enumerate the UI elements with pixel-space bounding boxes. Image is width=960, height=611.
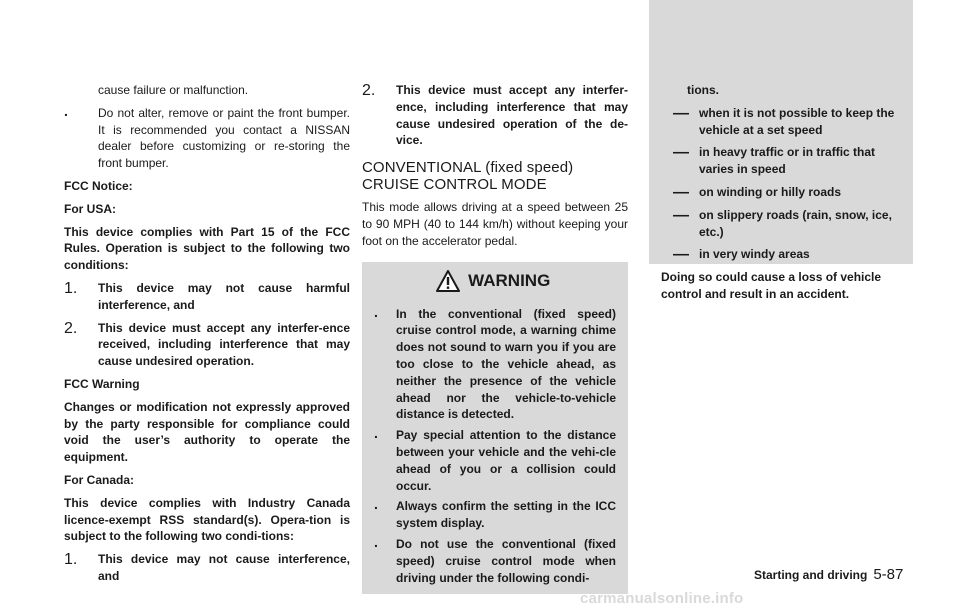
condition-text: in heavy traffic or in traffic that varies in speed (699, 145, 876, 177)
dash-mark: — (673, 183, 689, 201)
canada-item-2 (362, 82, 628, 149)
fcc-warning-text: Changes or modification not expressly approved by the party responsible for compliance could void the user’s authority to operate the equipment. (64, 399, 350, 465)
item-text: This device must accept any interfer-ence, including interference that may cause undesired operation of the de-vice. (396, 83, 628, 148)
warning-continued-box (649, 0, 913, 301)
condition-item (661, 246, 901, 263)
warning-box (362, 262, 628, 595)
dash-mark: — (673, 144, 689, 162)
condition-item (661, 144, 901, 178)
left-column (64, 82, 350, 585)
section-heading: CONVENTIONAL (fixed speed) CRUISE CONTROL MODE (362, 159, 574, 194)
continued-text: cause failure or malfunction. (98, 83, 249, 97)
bullet-mark: . (374, 496, 378, 513)
for-canada-heading: For Canada: (64, 472, 135, 487)
continued-text: tions. (687, 83, 719, 97)
bullet-mark: . (374, 425, 378, 442)
bullet-mark: . (64, 102, 68, 119)
item-text: This device may not cause harmful interference, and (98, 280, 350, 312)
watermark: carmanualsonline.info (580, 590, 744, 607)
closing-text: Doing so could cause a loss of vehicle control and result in an accident. (661, 270, 882, 301)
for-usa-heading: For USA: (64, 201, 116, 216)
warning-header (370, 270, 616, 302)
middle-column (362, 82, 628, 594)
item-number: 2. (362, 82, 376, 99)
bullet-mark: . (374, 303, 378, 320)
right-column (649, 82, 913, 301)
item-text: This device must accept any interfer-ence received, including interference that may cause undesired operation. (98, 320, 350, 369)
warning-triangle-icon (436, 270, 460, 292)
condition-item (661, 184, 901, 201)
condition-text: when it is not possible to keep the vehicle at a set speed (699, 105, 895, 137)
dash-mark: — (673, 206, 689, 224)
dash-mark: — (673, 246, 689, 264)
condition-item (661, 105, 901, 139)
dash-mark: — (673, 104, 689, 122)
warning-bullet-text: In the conventional (fixed speed) cruise control mode, a warning chime does not sound to warn you if you are too close to the vehicle ahead, as neither the presence of the vehicle ahead nor the vehicle-to-vehicle distance is detected. (396, 306, 616, 422)
page-number: 5-87 (873, 566, 904, 583)
condition-text: in very windy areas (699, 247, 810, 262)
warning-bullet-text: Pay special attention to the distance between your vehicle and the vehi-cle ahead of you or a collision could occur. (396, 428, 616, 493)
page-footer (754, 566, 903, 583)
condition-item (661, 207, 901, 241)
warning-bullet (370, 533, 616, 586)
warning-bullet (370, 498, 616, 532)
usa-item-2 (64, 320, 350, 370)
item-number: 2. (64, 319, 78, 337)
warning-bullet (370, 427, 616, 494)
item-number: 1. (64, 551, 78, 569)
warning-title: WARNING (468, 270, 551, 290)
fcc-warning-heading: FCC Warning (64, 376, 140, 391)
bullet-mark: . (374, 533, 378, 550)
section-body: This mode allows driving at a speed between 25 to 90 MPH (40 to 144 km/h) without keeping your foot on the accelerator pedal. (362, 200, 628, 248)
bumper-bullet-text: Do not alter, remove or paint the front bumper. It is recommended you contact a NISSAN dealer before customizing or re-storing the front bumper. (98, 105, 350, 171)
canada-item-1 (64, 551, 350, 585)
usa-statement: This device complies with Part 15 of the FCC Rules. Operation is subject to the following two conditions: (64, 224, 350, 273)
canada-statement: This device complies with Industry Canada licence-exempt RSS standard(s). Opera-tion is subject to the following two condi-tions: (64, 495, 350, 544)
condition-text: on winding or hilly roads (699, 184, 842, 199)
item-text: This device may not cause interference, and (98, 552, 350, 583)
warning-bullet (370, 303, 616, 424)
usa-item-1 (64, 280, 350, 314)
condition-text: on slippery roads (rain, snow, ice, etc.) (699, 207, 892, 239)
section-name: Starting and driving (754, 568, 868, 582)
fcc-notice-heading: FCC Notice: (64, 178, 133, 193)
item-number: 1. (64, 279, 78, 297)
warning-bullet-text: Always confirm the setting in the ICC system display. (396, 499, 616, 531)
warning-bullet-text: Do not use the conventional (fixed speed) cruise control mode when driving under the following condi- (396, 536, 616, 585)
bumper-bullet (64, 102, 350, 172)
